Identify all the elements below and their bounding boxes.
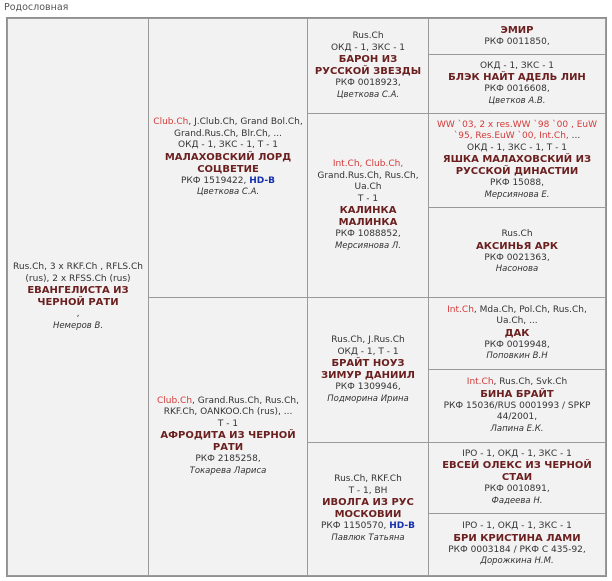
dog-titles [352, 31, 383, 43]
title-text: Rus.Ch [352, 31, 384, 41]
dog-cell-dsd [428, 369, 606, 443]
registration-number: РКФ 15036/RUS 0001993 / SPKP 44/2001, [443, 400, 591, 422]
dog-titles [467, 377, 567, 389]
registration-number: РКФ 2185258, [195, 454, 261, 465]
registration-number: РКФ 15088, [490, 178, 544, 189]
dog-name-link[interactable]: ЕВСЕЙ ОЛЕКС ИЗ ЧЕРНОЙ СТАИ [442, 460, 592, 484]
title-text: Rus.Ch, RKF.Ch [334, 474, 402, 484]
dog-cell-ddd [428, 513, 606, 576]
dog-cell-sire [148, 18, 308, 298]
title-text: Grand.Rus.Ch, Rus.Ch, Ua.Ch [317, 170, 419, 192]
dog-titles [331, 335, 404, 347]
dog-cell-dds [428, 442, 606, 514]
dog-cell-dam-sire [307, 297, 429, 443]
title-text: , Rus.Ch, Svk.Ch [493, 377, 568, 387]
dog-registration [77, 309, 80, 321]
dog-cell-dss [428, 297, 606, 370]
dog-titles [334, 474, 402, 486]
dog-titles [432, 120, 602, 143]
dog-owner: Мерсиянова Л. [334, 240, 402, 251]
dog-name-link[interactable]: КАЛИНКА МАЛИНКА [338, 205, 398, 228]
registration-number: РКФ 0019948, [484, 339, 550, 350]
hd-grade: HD-B [389, 521, 415, 531]
dog-owner: Подморина Ирина [327, 393, 409, 404]
dog-tests: ОКД - 1, ЗКС - 1, Т - 1 [467, 142, 567, 153]
dog-registration [484, 340, 549, 352]
dog-registration [484, 484, 549, 496]
dog-titles [501, 229, 532, 241]
dog-name-link[interactable]: ЭМИР [500, 24, 534, 36]
dog-owner: Цветков А.В. [488, 95, 546, 106]
dog-registration [335, 78, 400, 90]
dog-tests: IPO - 1, ОКД - 1, ЗКС - 1 [462, 521, 572, 532]
dog-registration [181, 176, 275, 188]
dog-registration [484, 84, 549, 96]
registration-number: РКФ 0003184 / РКФ С 435-92, [448, 544, 586, 555]
title-text: Rus.Ch [501, 229, 533, 240]
title-highlight: Int.Ch [466, 377, 494, 387]
dog-titles [311, 159, 425, 194]
dog-cell-dam [148, 297, 308, 576]
registration-number: РКФ 1309946, [335, 382, 401, 392]
dog-name-link[interactable]: АФРОДИТА ИЗ ЧЕРНОЙ РАТИ [160, 430, 296, 454]
dog-registration [195, 454, 260, 466]
dog-tests: ОКД - 1, ЗКС - 1, Т - 1 [178, 140, 278, 151]
dog-name-link[interactable]: БИНА БРАЙТ [480, 388, 554, 400]
dog-tests: IPO - 1, ОКД - 1, ЗКС - 1 [462, 448, 572, 459]
title-text: Rus.Ch, 3 x RKF.Ch , RFLS.Ch (rus), 2 x RFSS.Ch (rus) [13, 262, 143, 284]
dog-titles [432, 305, 602, 328]
dog-cell-sdd [428, 207, 606, 298]
dog-cell-sire-sire [307, 18, 429, 114]
dog-tests: ОКД - 1, Т - 1 [337, 346, 399, 357]
dog-tests: ОКД - 1, ЗКС - 1 [330, 42, 406, 53]
dog-registration [484, 37, 549, 49]
registration-number: РКФ 0018923, [335, 78, 401, 88]
dog-owner: Фадеева Н. [491, 495, 543, 506]
page-title: Родословная [4, 2, 69, 13]
dog-owner: Насонова [495, 264, 539, 275]
registration-number: РКФ 1519422, [180, 175, 247, 186]
dog-owner: Цветкова С.А. [336, 89, 400, 100]
dog-owner: Павлюк Татьяна [331, 532, 405, 543]
dog-cell-dam-dam [307, 442, 429, 576]
dog-name-link[interactable]: БАРОН ИЗ РУССКОЙ ЗВЕЗДЫ [314, 54, 422, 77]
dog-titles [11, 262, 145, 285]
dog-registration [484, 253, 549, 265]
dog-tests: Т - 1 [357, 193, 379, 204]
dog-cell-ssd [428, 54, 606, 114]
dog-cell-sire-dam [307, 113, 429, 298]
registration-number: РКФ 0011850, [484, 36, 550, 47]
dog-owner: Мерсиянова Е. [484, 189, 550, 200]
dog-owner: Поповкин В.Н [486, 351, 548, 361]
title-highlight: Int.Ch, Club.Ch, [332, 159, 404, 169]
dog-owner: Лапина Е.К. [490, 423, 544, 434]
dog-registration [432, 401, 602, 424]
dog-tests: Т - 1, ВН [348, 485, 388, 496]
dog-tests: Т - 1 [217, 418, 239, 429]
dog-registration [335, 229, 400, 241]
dog-name-link[interactable]: БРАЙТ НОУЗ ЗИМУР ДАНИИЛ [320, 358, 415, 381]
dog-owner: Немеров В. [52, 320, 104, 331]
registration-number: РКФ 0016608, [484, 84, 550, 95]
dog-owner: Дорожкина Н.М. [480, 556, 554, 567]
dog-titles [152, 396, 304, 419]
title-text: Rus.Ch, J.Rus.Ch [331, 335, 405, 345]
dog-tests: ОКД - 1, ЗКС - 1 [479, 60, 555, 71]
dog-cell-self [7, 18, 149, 576]
registration-number: , [76, 309, 80, 319]
dog-name-link[interactable]: ЕВАНГЕЛИСТА ИЗ ЧЕРНОЙ РАТИ [27, 285, 129, 308]
dog-owner: Токарева Лариса [189, 465, 267, 476]
hd-grade: HD-B [249, 175, 275, 186]
title-highlight: Int.Ch [447, 304, 474, 315]
dog-registration [335, 382, 400, 394]
dog-name-link[interactable]: ДАК [504, 327, 530, 339]
title-text: , Grand.Rus.Ch, Rus.Ch, RKF.Ch, OANKOO.Ch (rus), ... [163, 395, 300, 418]
dog-owner: Цветкова С.А. [196, 187, 260, 198]
dog-cell-sds [428, 113, 606, 208]
title-text: , J.Club.Ch, Grand Bol.Ch, Grand.Rus.Ch, Blr.Ch, ... [174, 117, 303, 139]
dog-registration [490, 178, 544, 190]
dog-name-link[interactable]: АКСИНЬЯ АРК [475, 240, 559, 252]
title-text: ... [568, 131, 581, 142]
pedigree-table [6, 17, 607, 577]
registration-number: РКФ 1088852, [335, 229, 401, 239]
dog-titles [152, 117, 304, 140]
dog-registration [321, 521, 415, 533]
dog-name-link[interactable]: МАЛАХОВСКИЙ ЛОРД СОЦВЕТИЕ [164, 151, 292, 175]
title-text: , Mda.Ch, Pol.Ch, Rus.Ch, Ua.Ch, ... [473, 304, 587, 326]
registration-number: РКФ 0021363, [484, 252, 550, 263]
dog-name-link[interactable]: ЯШКА МАЛАХОВСКИЙ ИЗ РУССКОЙ ДИНАСТИИ [442, 154, 592, 178]
title-highlight: Club.Ch [156, 395, 193, 406]
title-highlight: Club.Ch [153, 117, 189, 128]
title-highlight: WW `03, 2 x res.WW `98 `00 , EuW `95, Res.EuW `00, Int.Ch, [437, 119, 597, 142]
dog-name-link[interactable]: БРИ КРИСТИНА ЛАМИ [453, 532, 581, 544]
dog-registration [448, 545, 586, 557]
dog-name-link[interactable]: ИВОЛГА ИЗ РУС МОСКОВИИ [322, 497, 414, 520]
registration-number: РКФ 1150570, [320, 521, 387, 531]
dog-name-link[interactable]: БЛЭК НАЙТ АДЕЛЬ ЛИН [448, 72, 586, 84]
dog-cell-sss [428, 18, 606, 55]
registration-number: РКФ 0010891, [484, 484, 550, 495]
